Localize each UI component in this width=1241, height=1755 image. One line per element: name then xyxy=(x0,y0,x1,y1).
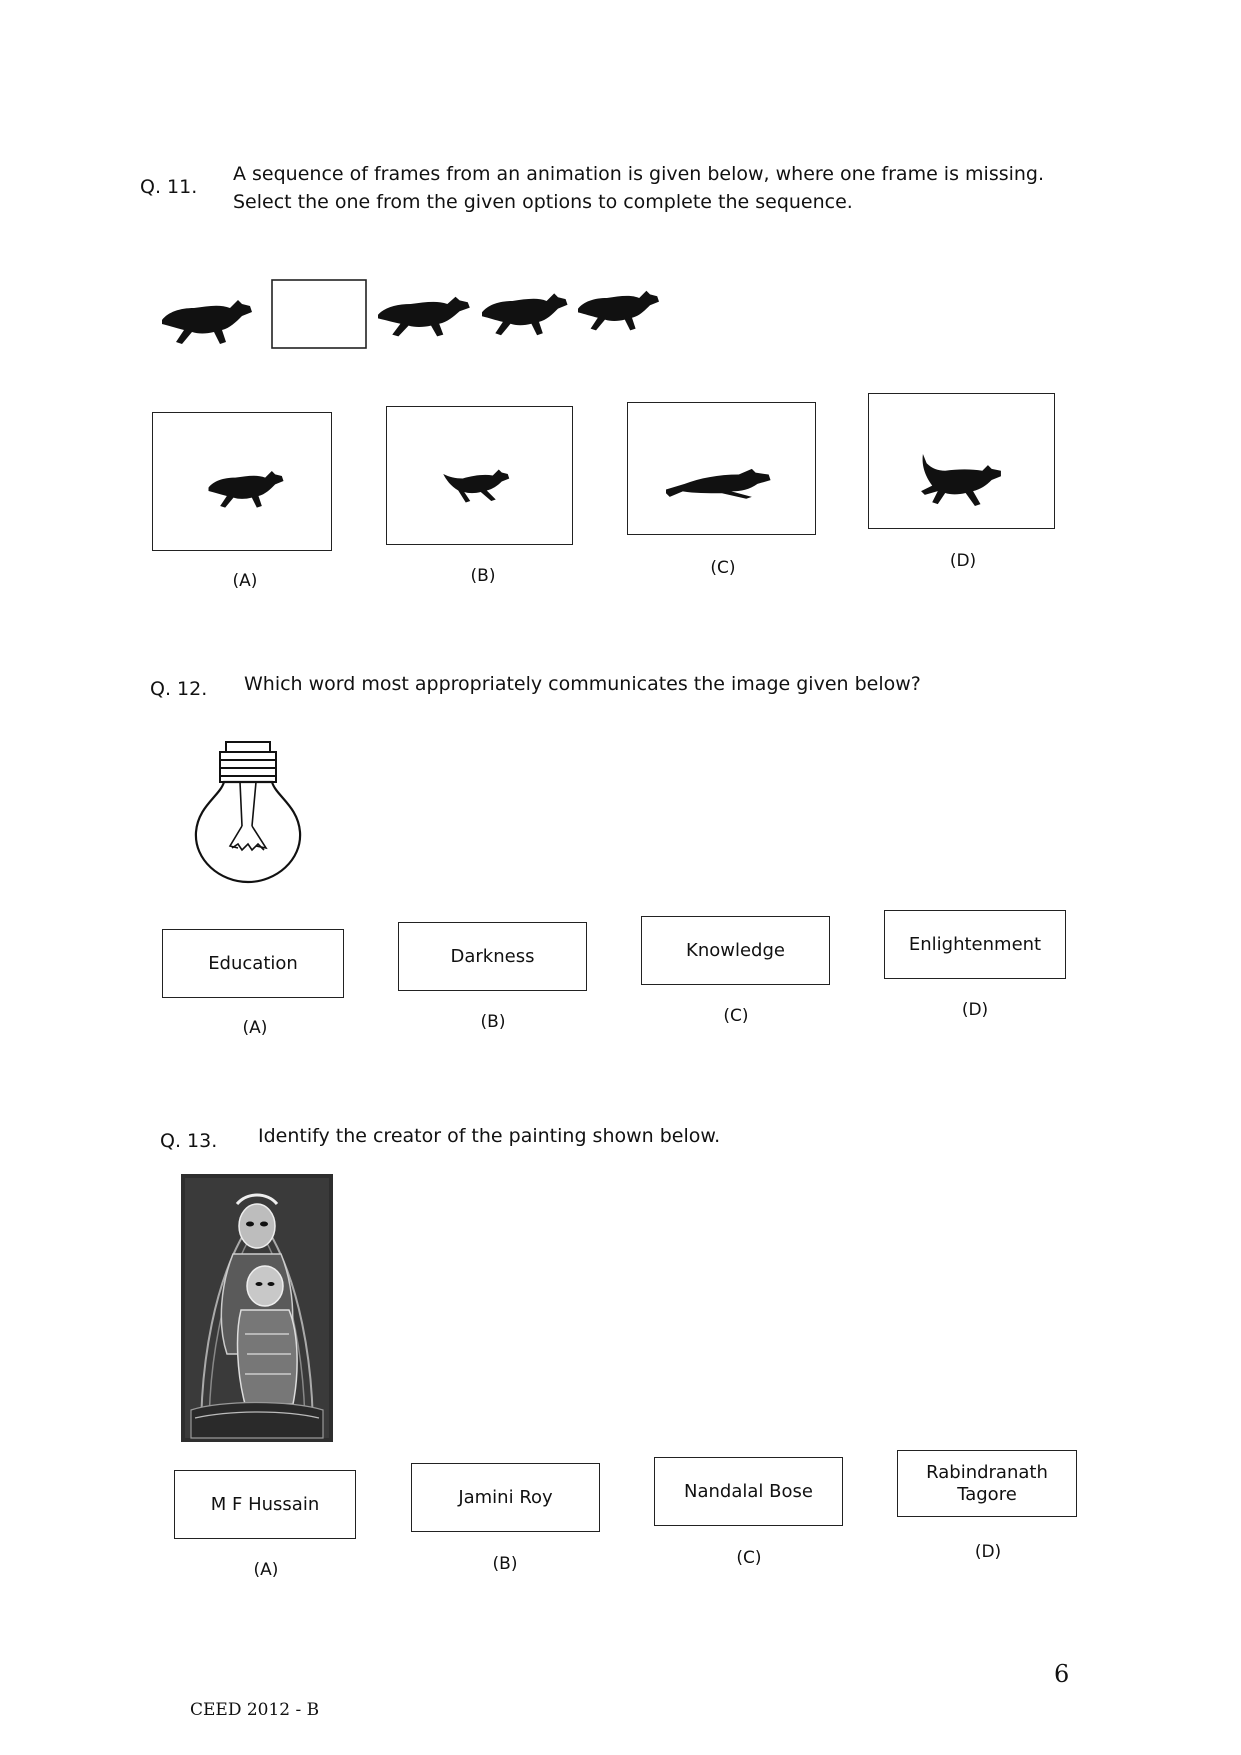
light-bulb-icon xyxy=(190,736,310,886)
animation-sequence xyxy=(160,268,680,358)
dog-frame-4-icon xyxy=(482,293,568,335)
option-d-frame[interactable] xyxy=(868,393,1055,529)
question-13-number: Q. 13. xyxy=(160,1130,218,1152)
option-d-word: Enlightenment xyxy=(908,933,1042,955)
question-12-text: Which word most appropriately communicates the image given below? xyxy=(244,673,921,695)
option-a-label: (A) xyxy=(232,571,258,591)
option-b-label: (B) xyxy=(470,566,496,586)
option-b-label: (B) xyxy=(492,1554,518,1574)
option-d-label: (D) xyxy=(961,1000,989,1020)
dog-running-icon xyxy=(917,454,1005,506)
option-d-word: Rabindranath Tagore xyxy=(926,1461,1048,1505)
option-c-word: Knowledge xyxy=(686,939,785,961)
missing-frame-box xyxy=(272,280,366,348)
dog-running-icon xyxy=(201,461,291,511)
option-c-label: (C) xyxy=(736,1548,762,1568)
option-d-label: (D) xyxy=(974,1542,1002,1562)
option-a-word: M F Hussain xyxy=(210,1493,320,1515)
page-number: 6 xyxy=(1054,1660,1070,1688)
footer-code: CEED 2012 - B xyxy=(190,1700,320,1720)
option-b-word-box[interactable] xyxy=(411,1463,600,1532)
question-11-number: Q. 11. xyxy=(140,176,198,198)
option-a-word-box[interactable] xyxy=(162,929,344,998)
option-c-label: (C) xyxy=(710,558,736,578)
option-b-frame[interactable] xyxy=(386,406,573,545)
option-c-word: Nandalal Bose xyxy=(684,1480,813,1502)
option-a-frame[interactable] xyxy=(152,412,332,551)
dog-frame-5-icon xyxy=(578,291,659,331)
option-a-word: Education xyxy=(208,952,298,974)
option-a-label: (A) xyxy=(253,1560,279,1580)
option-b-word: Darkness xyxy=(450,945,535,967)
dog-frame-3-icon xyxy=(378,297,470,337)
question-12-number: Q. 12. xyxy=(150,678,208,700)
dog-running-icon xyxy=(442,459,512,504)
option-b-label: (B) xyxy=(480,1012,506,1032)
option-d-word-box[interactable] xyxy=(884,910,1066,979)
option-a-word-box[interactable] xyxy=(174,1470,356,1539)
question-13-text: Identify the creator of the painting shown below. xyxy=(258,1125,721,1147)
option-d-label: (D) xyxy=(949,551,977,571)
option-c-word-box[interactable] xyxy=(641,916,830,985)
option-d-word-box[interactable] xyxy=(897,1450,1077,1517)
dog-frame-1-icon xyxy=(162,300,252,344)
option-b-word-box[interactable] xyxy=(398,922,587,991)
option-c-frame[interactable] xyxy=(627,402,816,535)
painting-image xyxy=(181,1174,333,1442)
dog-running-icon xyxy=(666,465,778,499)
option-c-label: (C) xyxy=(723,1006,749,1026)
question-11-text: A sequence of frames from an animation is given below, where one frame is missing. Select the one from the given options to complete the sequence. xyxy=(233,163,1045,213)
option-a-label: (A) xyxy=(242,1018,268,1038)
option-c-word-box[interactable] xyxy=(654,1457,843,1526)
option-b-word: Jamini Roy xyxy=(458,1486,553,1508)
